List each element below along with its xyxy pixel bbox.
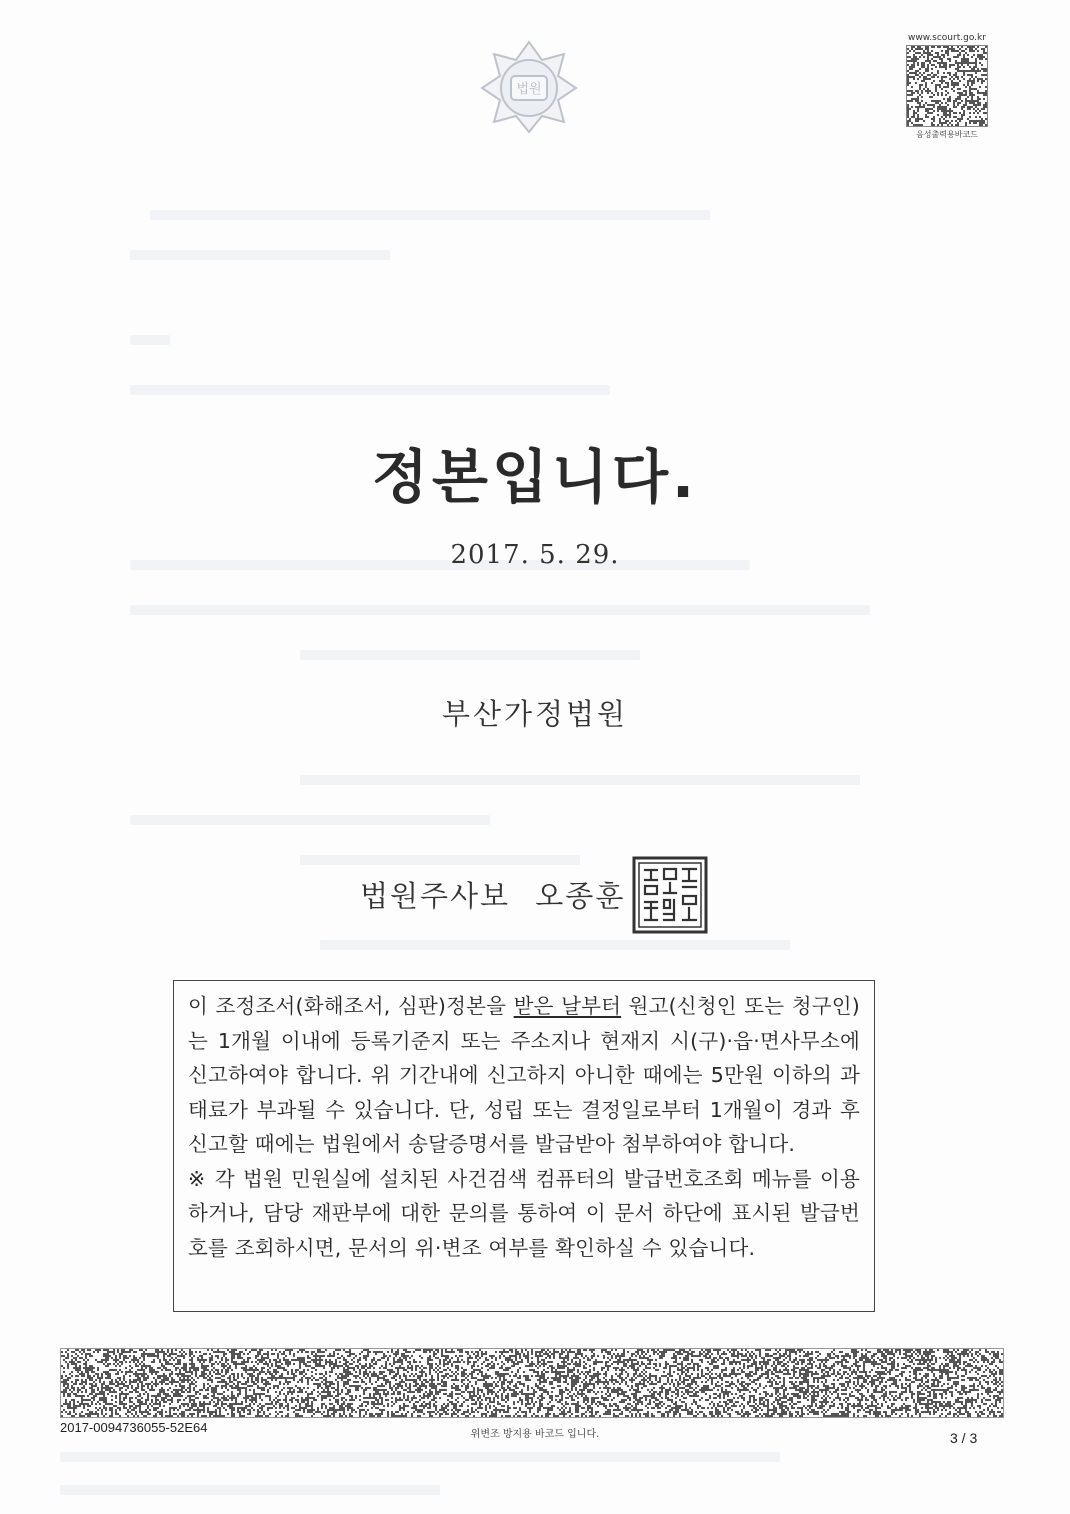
notice-intro: 이 조정조서(화해조서, 심판)정본을 bbox=[188, 994, 514, 1018]
document-number: 2017-0094736055-52E64 bbox=[60, 1420, 208, 1435]
page-title: 정본입니다. bbox=[371, 443, 699, 511]
ghost-line bbox=[300, 650, 640, 660]
official-signature-line bbox=[360, 874, 625, 915]
official-seal-icon bbox=[632, 856, 708, 934]
ghost-line bbox=[130, 335, 170, 345]
emblem-text: 법원 bbox=[516, 82, 542, 97]
court-emblem-icon bbox=[478, 38, 580, 134]
notice-paragraph bbox=[188, 989, 860, 1162]
barcode-caption: 위변조 방지용 바코드 입니다. bbox=[470, 1429, 600, 1440]
noise-pattern bbox=[907, 46, 987, 126]
ghost-line bbox=[130, 605, 870, 615]
notice-underlined: 받은 날부터 bbox=[513, 994, 622, 1018]
ghost-line bbox=[150, 210, 710, 220]
ghost-line bbox=[130, 385, 610, 395]
notice-box bbox=[173, 980, 875, 1312]
ghost-line bbox=[320, 940, 790, 950]
notice-remark: ※ 각 법원 민원실에 설치된 사건검색 컴퓨터의 발급번호조회 메뉴를 이용하거나, 담당 재판부에 대한 문의를 통하여 이 문서 하단에 표시된 발급번호를 조회하시면, 문서의 위·변조 여부를 확인하실 수 있습니다. bbox=[188, 1166, 860, 1260]
official-title: 법원주사보 bbox=[360, 879, 511, 913]
official-name: 오종훈 bbox=[535, 879, 626, 913]
ghost-line bbox=[60, 1485, 440, 1495]
court-name: 부산가정법원 bbox=[441, 697, 629, 731]
page-indicator: 3 / 3 bbox=[950, 1430, 978, 1446]
voice-output-qr bbox=[906, 32, 988, 140]
issue-date: 2017. 5. 29. bbox=[450, 540, 620, 570]
ghost-line bbox=[300, 775, 860, 785]
ghost-line bbox=[300, 855, 580, 865]
anti-forgery-barcode-icon bbox=[60, 1348, 1004, 1418]
ghost-line bbox=[130, 250, 390, 260]
notice-rest: 원고(신청인 또는 청구인)는 1개월 이내에 등록기준지 또는 주소지나 현재지 시(구)·읍·면사무소에 신고하여야 합니다. 위 기간내에 신고하지 아니한 때에는 5만원 이하의 과태료가 부과될 수 있습니다. 단, 성립 또는 결정일로부터 1개월이 경과 후 신고할 때에는 법원에서 송달증명서를 발급받아 첨부하여야 합니다. bbox=[188, 994, 860, 1156]
noise-pattern bbox=[61, 1349, 1003, 1417]
ghost-line bbox=[130, 815, 490, 825]
qr-caption: 음성출력용바코드 bbox=[916, 130, 978, 139]
ghost-line bbox=[60, 1452, 780, 1462]
qr-code-icon bbox=[906, 45, 988, 127]
qr-url: www.scourt.go.kr bbox=[908, 33, 986, 43]
